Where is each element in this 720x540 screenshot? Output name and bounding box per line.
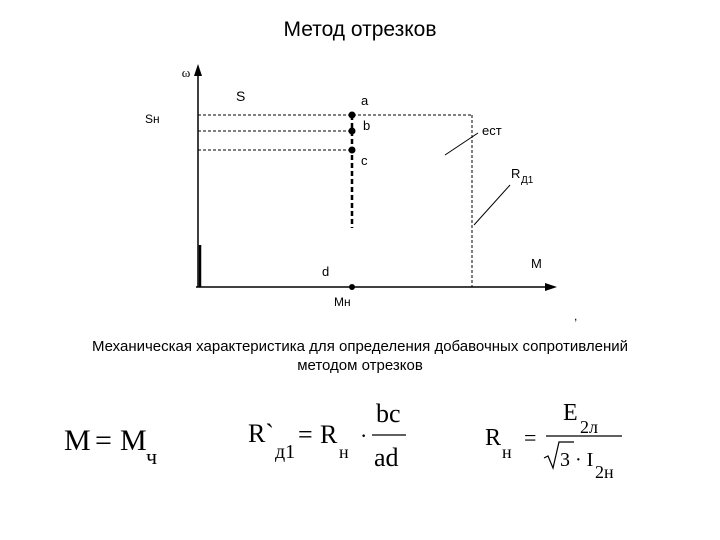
f3-lhs-main: R [485,425,502,451]
x-axis-label: M [531,256,542,271]
omega-axis-label: ω [181,65,191,80]
f1-eq: = [95,424,112,457]
formula-torque [64,424,157,469]
natural-char-label: ест [482,123,502,138]
stray-mark: , [574,309,578,323]
f2-numerator: bc [376,399,401,428]
y-axis-arrow [194,64,202,76]
f2-denominator: ad [374,443,399,472]
f3-root-expr: 3 · I [560,449,594,471]
f3-eq: = [524,425,537,450]
point-a [349,112,356,119]
point-a-label: a [361,93,369,108]
f2-lhs-main: R` [248,419,274,448]
f1-rhs-sub: ч [146,444,158,469]
point-c-label: c [361,153,368,168]
m-nominal-label: Mн [334,295,351,309]
point-c [349,147,356,154]
point-b [349,128,356,135]
page-title: Метод отрезков [283,18,437,41]
f3-den-sub: 2н [595,462,614,482]
f2-dot: · [360,423,368,448]
f2-lhs-sub: д1 [275,441,296,463]
f3-num-sub: 2л [580,417,598,437]
natural-leader-line [445,133,478,155]
point-d-label: d [322,264,330,279]
rd1-label-main: R [511,166,521,181]
f3-num-main: E [563,400,578,426]
x-axis-arrow [545,283,557,291]
f2-r-main: R [320,420,338,449]
s-label: S [236,88,246,104]
rd1-leader-line [474,185,510,225]
f2-eq: = [298,420,313,449]
point-b-label: b [363,118,371,133]
f3-lhs-sub: н [502,442,512,462]
f1-rhs-main: M [120,424,147,457]
point-d [349,284,355,290]
f1-lhs: M [64,424,91,457]
formula-added-resistance [248,399,406,472]
f2-r-sub: н [339,442,349,462]
formulas [0,390,720,540]
figure-caption [0,337,720,375]
caption-line-1: Механическая характеристика для определения добавочных сопротивлений [91,338,628,355]
rd1-label-sub: Д1 [521,175,534,186]
caption-line-2: методом отрезков [297,357,423,374]
s-nominal-label: Sн [145,112,160,126]
formula-nominal-resistance [485,400,622,482]
